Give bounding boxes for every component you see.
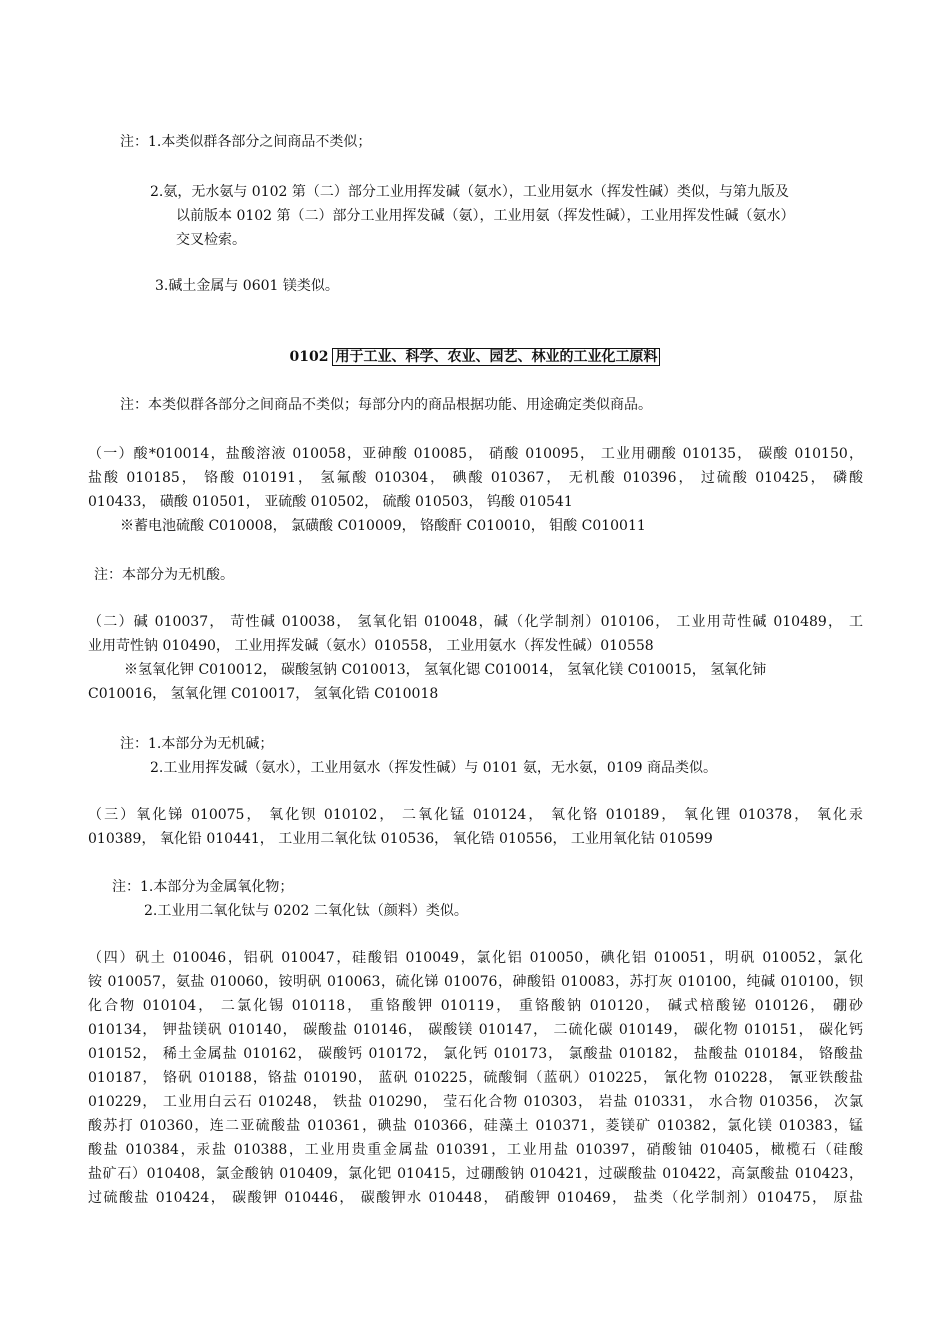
part4-line: 010152， 稀土金属盐 010162， 碳酸钙 010172， 氯化钙 010173， 氯酸盐 010182， 盐酸盐 010184， 铬酸盐: [88, 1046, 863, 1062]
part2-line-1: （二）碱 010037， 苛性碱 010038， 氢氧化铝 010048，碱（化学制剂）010106， 工业用苛性碱 010489， 工: [88, 614, 863, 630]
top-note-line-1: 注：1.本类似群各部分之间商品不类似；: [120, 134, 372, 150]
part2-note-1: 注：1.本部分为无机碱；: [120, 736, 274, 752]
part4-line: 酸苏打 010360，连二亚硫酸盐 010361，碘盐 010366，硅藻土 010371，菱镁矿 010382，氯化镁 010383，锰: [88, 1118, 863, 1134]
part4-line: 酸盐 010384，汞盐 010388，工业用贵重金属盐 010391，工业用盐 010397，硝酸铀 010405，橄榄石（硅酸: [88, 1142, 863, 1158]
part2-note-2: 2.工业用挥发碱（氨水），工业用氨水（挥发性碱）与 0101 氨，无水氨，0109 商品类似。: [150, 760, 717, 776]
section-title: 用于工业、科学、农业、园艺、林业的工业化工原料: [332, 348, 660, 366]
part1-note: 注：本部分为无机酸。: [94, 567, 234, 583]
top-note-line-4: 交叉检索。: [176, 232, 246, 248]
top-note-line-3: 以前版本 0102 第（二）部分工业用挥发碱（氨），工业用氨（挥发性碱），工业用挥发性碱（氨水）: [176, 208, 795, 224]
part4-line: 010134， 钾盐镁矾 010140， 碳酸盐 010146， 碳酸镁 010147， 二硫化碳 010149， 碳化物 010151， 碳化钙: [88, 1022, 863, 1038]
part3-line-2: 010389， 氧化铅 010441， 工业用二氧化钛 010536， 氧化锆 010556， 工业用氧化钴 010599: [88, 831, 713, 847]
part1-line-1: （一）酸*010014，盐酸溶液 010058，亚砷酸 010085， 硝酸 010095， 工业用硼酸 010135， 碳酸 010150，: [88, 446, 863, 462]
part4-line: （四）矾土 010046，铝矾 010047，硅酸铝 010049，氯化铝 010050，碘化铝 010051，明矾 010052，氯化: [88, 950, 863, 966]
part4-line: 010229， 工业用白云石 010248， 铁盐 010290， 莹石化合物 010303， 岩盐 010331， 水合物 010356， 次氯: [88, 1094, 863, 1110]
part3-note-2: 2.工业用二氧化钛与 0202 二氧化钛（颜料）类似。: [144, 903, 468, 919]
top-note-line-5: 3.碱土金属与 0601 镁类似。: [155, 278, 339, 294]
part4-line: 化合物 010104， 二氯化锡 010118， 重铬酸钾 010119， 重铬酸钠 010120， 碱式棓酸铋 010126， 硼砂: [88, 998, 863, 1014]
top-note-line-2: 2.氨，无水氨与 0102 第（二）部分工业用挥发碱（氨水），工业用氨水（挥发性碱）类似，与第九版及: [150, 184, 789, 200]
part3-line-1: （三）氧化锑 010075， 氧化钡 010102， 二氧化锰 010124， 氧化铬 010189， 氧化锂 010378， 氧化汞: [88, 807, 863, 823]
part4-line: 盐矿石）010408，氯金酸钠 010409，氯化钯 010415，过硼酸钠 010421，过碳酸盐 010422，高氯酸盐 010423，: [88, 1166, 863, 1182]
part2-line-2: 业用苛性钠 010490， 工业用挥发碱（氨水）010558， 工业用氨水（挥发性碱）010558: [88, 638, 654, 654]
part1-line-3: 010433， 磺酸 010501， 亚硫酸 010502， 硫酸 010503， 钨酸 010541: [88, 494, 573, 510]
part4-line: 过硫酸盐 010424， 碳酸钾 010446， 碳酸钾水 010448， 硝酸钾 010469， 盐类（化学制剂）010475， 原盐: [88, 1190, 863, 1206]
part1-line-2: 盐酸 010185， 铬酸 010191， 氢氟酸 010304， 碘酸 010367， 无机酸 010396， 过硫酸 010425， 磷酸: [88, 470, 863, 486]
section-note: 注：本类似群各部分之间商品不类似；每部分内的商品根据功能、用途确定类似商品。: [120, 397, 652, 413]
part2-line-4: C010016， 氢氧化锂 C010017， 氢氧化锆 C010018: [88, 686, 439, 702]
part1-line-4: ※蓄电池硫酸 C010008， 氯磺酸 C010009， 铬酸酐 C010010， 钼酸 C010011: [120, 518, 646, 534]
part4-line: 010187， 铬矾 010188，铬盐 010190， 蓝矾 010225，硫酸铜（蓝矾）010225， 氰化物 010228， 氰亚铁酸盐: [88, 1070, 863, 1086]
section-heading: [0, 347, 950, 367]
part3-note-1: 注：1.本部分为金属氧化物；: [112, 879, 294, 895]
part2-line-3: ※氢氧化钾 C010012， 碳酸氢钠 C010013， 氢氧化锶 C010014， 氢氧化镁 C010015， 氢氧化铈: [124, 662, 767, 678]
part4-line: 铵 010057，氨盐 010060，铵明矾 010063，硫化锑 010076，砷酸铅 010083，苏打灰 010100，纯碱 010100，钡: [88, 974, 863, 990]
section-code: 0102: [289, 349, 329, 365]
